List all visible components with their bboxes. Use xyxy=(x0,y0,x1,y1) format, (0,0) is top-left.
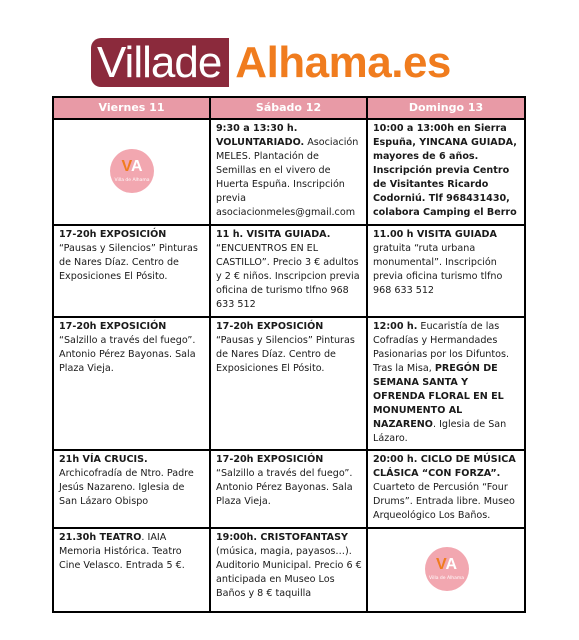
event-cell: 20:00 h. CICLO DE MÚSICA CLÁSICA “CON FORZA”. Cuarteto de Percusión “Four Drums”. Entrada libre. Museo Arqueológico Los Baños. xyxy=(367,450,525,528)
event-cell: 17-20h EXPOSICIÓN “Salzillo a través del fuego”. Antonio Pérez Bayonas. Sala Plaza Vieja. xyxy=(210,450,367,528)
logo-cell xyxy=(53,119,210,225)
event-cell: 19:00h. CRISTOFANTASY (música, magia, payasos…). Auditorio Municipal. Precio 6 € anticipada en Museo Los Baños y 8 € taquilla xyxy=(210,528,367,612)
event-cell: 9:30 a 13:30 h. VOLUNTARIADO. Asociación MELES. Plantación de Semillas en el vivero de Huerta Espuña. Inscripción previa asociacionmeles@gmail.com xyxy=(210,119,367,225)
logo-cell xyxy=(367,528,525,612)
table-row xyxy=(53,317,525,450)
villa-de-alhama-badge-icon: VA Villa de Alhama xyxy=(110,149,154,193)
header-row xyxy=(53,97,525,119)
table-row xyxy=(53,119,525,225)
event-cell: 21h VÍA CRUCIS. Archicofradía de Ntro. Padre Jesús Nazareno. Iglesia de San Lázaro Obispo xyxy=(53,450,210,528)
event-cell: 11 h. VISITA GUIADA. “ENCUENTROS EN EL CASTILLO”. Precio 3 € adultos y 2 € niños. Inscripcion previa oficina de turismo tlfno 968 633 512 xyxy=(210,225,367,317)
event-cell: 10:00 a 13:00h en Sierra Espuña, YINCANA GUIADA, mayores de 6 años. Inscripción previa Centro de Visitantes Ricardo Codorniú. Tlf 968431430, colabora Camping el Berro xyxy=(367,119,525,225)
event-cell: 17-20h EXPOSICIÓN “Pausas y Silencios” Pinturas de Nares Díaz. Centro de Exposiciones El Pósito. xyxy=(210,317,367,450)
logo-villade: Villade xyxy=(91,38,229,87)
events-schedule-table xyxy=(52,96,526,613)
table-row xyxy=(53,528,525,612)
villa-de-alhama-badge-icon: VA Villa de Alhama xyxy=(425,547,469,591)
event-cell: 17-20h EXPOSICIÓN “Pausas y Silencios” Pinturas de Nares Díaz. Centro de Exposiciones El Pósito. xyxy=(53,225,210,317)
header-sunday: Domingo 13 xyxy=(367,97,525,119)
header-saturday: Sábado 12 xyxy=(210,97,367,119)
logo-alhama: Alhama.es xyxy=(235,38,451,87)
header-friday: Viernes 11 xyxy=(53,97,210,119)
event-cell: 12:00 h. Eucaristía de las Cofradías y Hermandades Pasionarias por los Difuntos. Tras la Misa, PREGÓN DE SEMANA SANTA Y OFRENDA FLORAL EN EL MONUMENTO AL NAZARENO. Iglesia de San Lázaro. xyxy=(367,317,525,450)
event-cell: 17-20h EXPOSICIÓN “Salzillo a través del fuego”. Antonio Pérez Bayonas. Sala Plaza Vieja. xyxy=(53,317,210,450)
event-cell: 11.00 h VISITA GUIADA gratuita “ruta urbana monumental”. Inscripción previa oficina turismo tlfno 968 633 512 xyxy=(367,225,525,317)
site-logo xyxy=(91,38,451,87)
table-row xyxy=(53,225,525,317)
event-cell: 21.30h TEATRO. IAIA Memoria Histórica. Teatro Cine Velasco. Entrada 5 €. xyxy=(53,528,210,612)
table-row xyxy=(53,450,525,528)
